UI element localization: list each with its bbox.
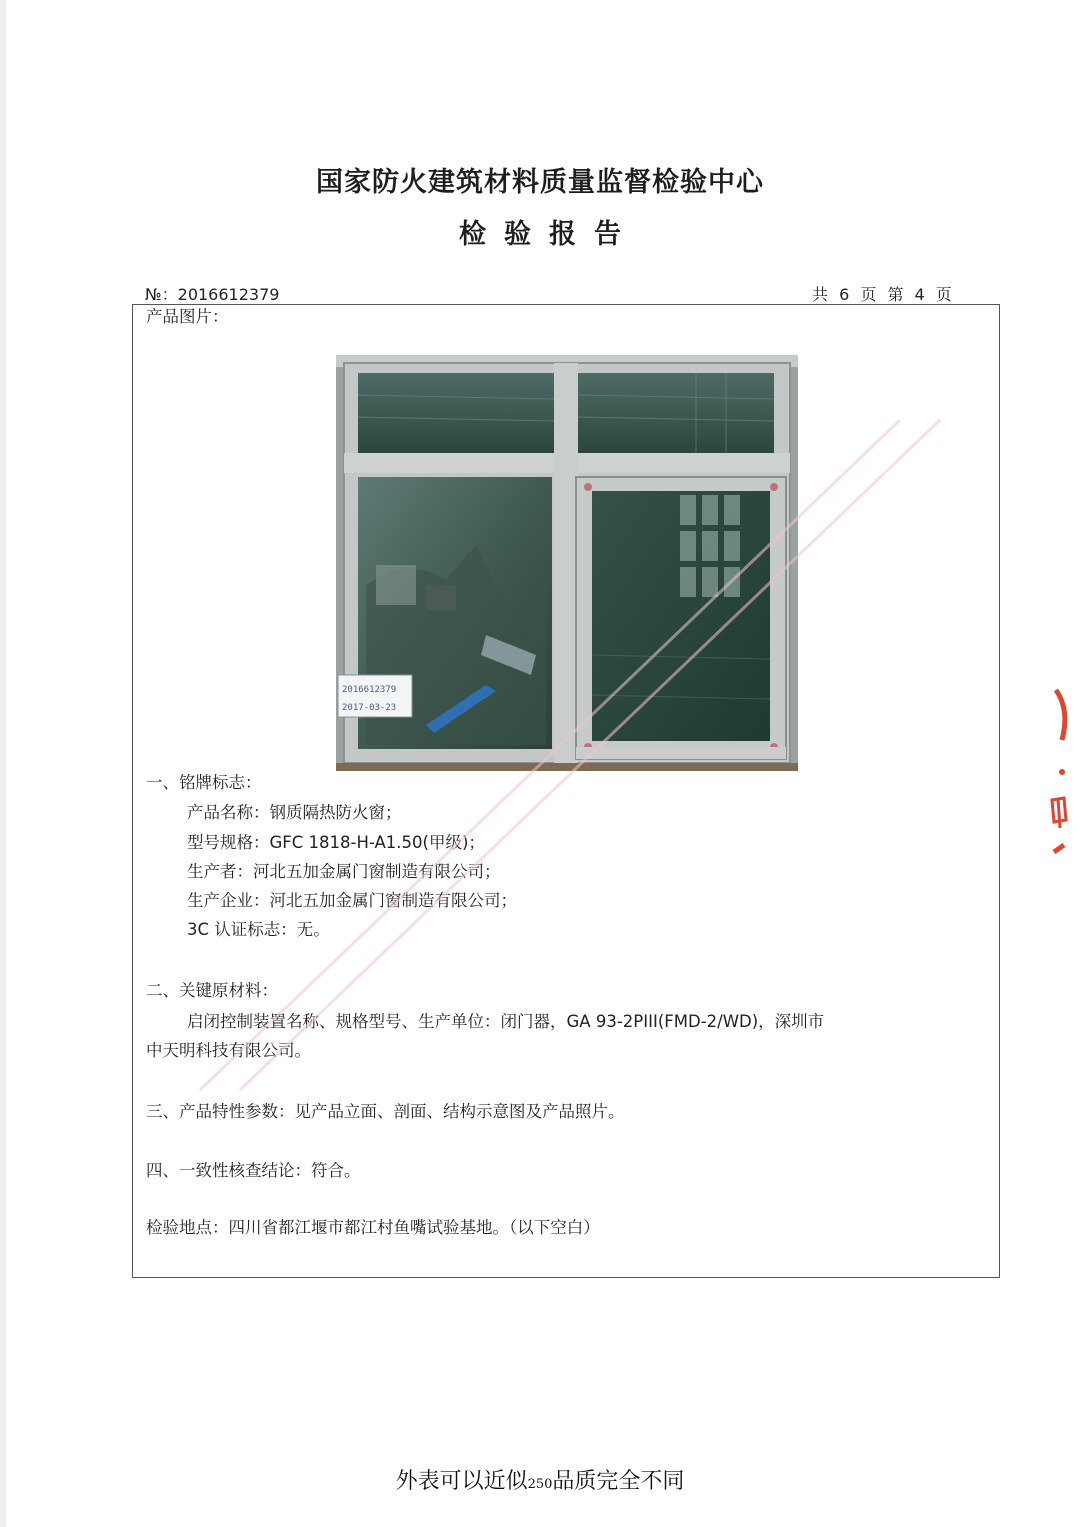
conformity-line: 四、一致性核查结论：符合。 (146, 1161, 361, 1180)
nameplate-heading: 一、铭牌标志： (146, 773, 262, 792)
page-count: 共 6 页 第 4 页 (812, 285, 955, 304)
location-line: 检验地点：四川省都江堰市都江村鱼嘴试验基地。（以下空白） (146, 1218, 600, 1237)
photo-label: 产品图片： (146, 307, 229, 326)
report-title: 检验报告 (459, 219, 639, 250)
caption-part: 品质完全不同 (552, 1469, 685, 1494)
materials-heading: 二、关键原材料： (146, 981, 278, 1000)
materials-line: 中天明科技有限公司。 (146, 1041, 311, 1060)
nameplate-line: 产品名称：钢质隔热防火窗； (187, 803, 402, 822)
nameplate-line: 生产企业：河北五加金属门窗制造有限公司； (187, 891, 517, 910)
photo-tag-number: 2016612379 (342, 685, 397, 695)
parameters-line: 三、产品特性参数：见产品立面、剖面、结构示意图及产品照片。 (146, 1102, 625, 1121)
nameplate-line: 3C 认证标志：无。 (187, 920, 330, 939)
caption-number: 250 (527, 1477, 553, 1492)
photo-tag-date: 2017-03-23 (342, 703, 397, 713)
org-title: 国家防火建筑材料质量监督检验中心 (316, 167, 764, 198)
report-number: №：2016612379 (145, 285, 280, 304)
product-photo (336, 355, 798, 771)
caption-part: 外表可以近似 (395, 1469, 528, 1494)
seal-stamp-edge (1040, 680, 1080, 870)
nameplate-line: 型号规格：GFC 1818-H-A1.50(甲级)； (187, 833, 485, 852)
nameplate-line: 生产者：河北五加金属门窗制造有限公司； (187, 862, 501, 881)
materials-line: 启闭控制装置名称、规格型号、生产单位：闭门器，GA 93-2PIII(FMD-2/WD)，深圳市 (187, 1012, 825, 1031)
bottom-caption (0, 1464, 1080, 1495)
